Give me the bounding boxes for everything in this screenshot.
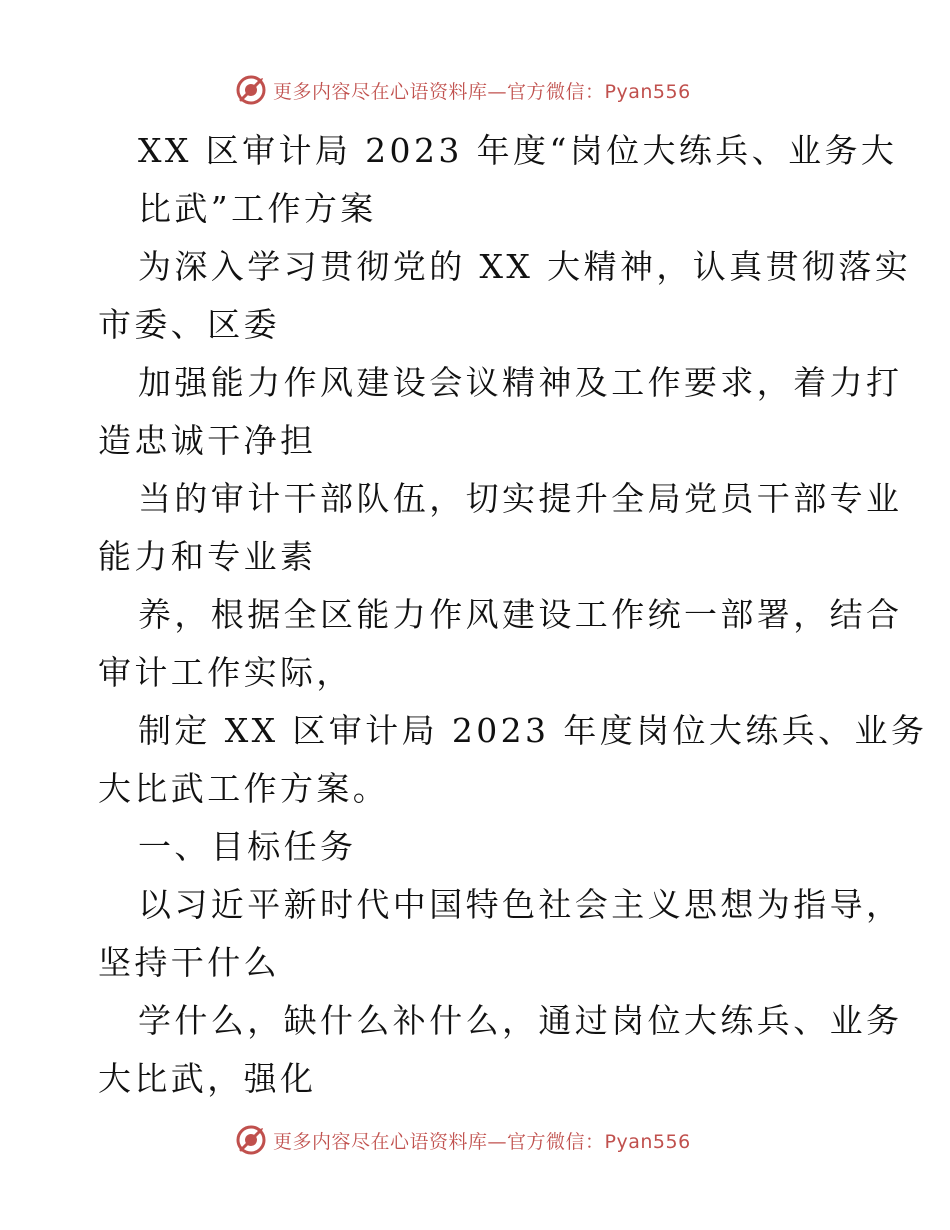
text-line: 能力和专业素 [98,537,317,576]
text-line: 养，根据全区能力作风建设工作统一部署，结合 [138,595,903,634]
text-line: 比武”工作方案 [138,189,377,228]
banner-wechat-id: Pyan556 [604,1130,691,1153]
banner-dash: — [487,1130,508,1153]
brand-logo-icon [235,1124,267,1156]
text-line: 坚持干什么 [98,943,280,982]
text-line: 加强能力作风建设会议精神及工作要求，着力打 [138,363,903,402]
text-line: XX 区审计局 2023 年度“岗位大练兵、业务大 [138,131,898,170]
document-body [98,122,928,1108]
text-line: 学什么，缺什么补什么，通过岗位大练兵、业务 [138,1001,903,1040]
footer-banner [235,1122,715,1158]
banner-official-text: 官方微信： [507,1130,605,1153]
banner-wechat-id: Pyan556 [604,80,691,103]
text-line: 制定 XX 区审计局 2023 年度岗位大练兵、业务 [138,711,928,750]
text-line: 以习近平新时代中国特色社会主义思想为指导， [138,885,903,924]
banner-official-text: 官方微信： [507,80,605,103]
banner-text [273,1127,691,1154]
banner-text [273,77,691,104]
banner-dash: — [487,80,508,103]
brand-logo-icon [235,74,267,106]
banner-main-text: 更多内容尽在心语资料库 [273,80,488,103]
text-line: 一、目标任务 [138,827,357,866]
text-line: 造忠诚干净担 [98,421,317,460]
text-line: 审计工作实际， [98,653,353,692]
banner-main-text: 更多内容尽在心语资料库 [273,1130,488,1153]
text-line: 大比武工作方案。 [98,769,390,808]
text-line: 为深入学习贯彻党的 XX 大精神，认真贯彻落实 [138,247,912,286]
text-line: 当的审计干部队伍，切实提升全局党员干部专业 [138,479,903,518]
header-banner [235,72,715,108]
text-line: 大比武，强化 [98,1059,317,1098]
text-line: 市委、区委 [98,305,280,344]
